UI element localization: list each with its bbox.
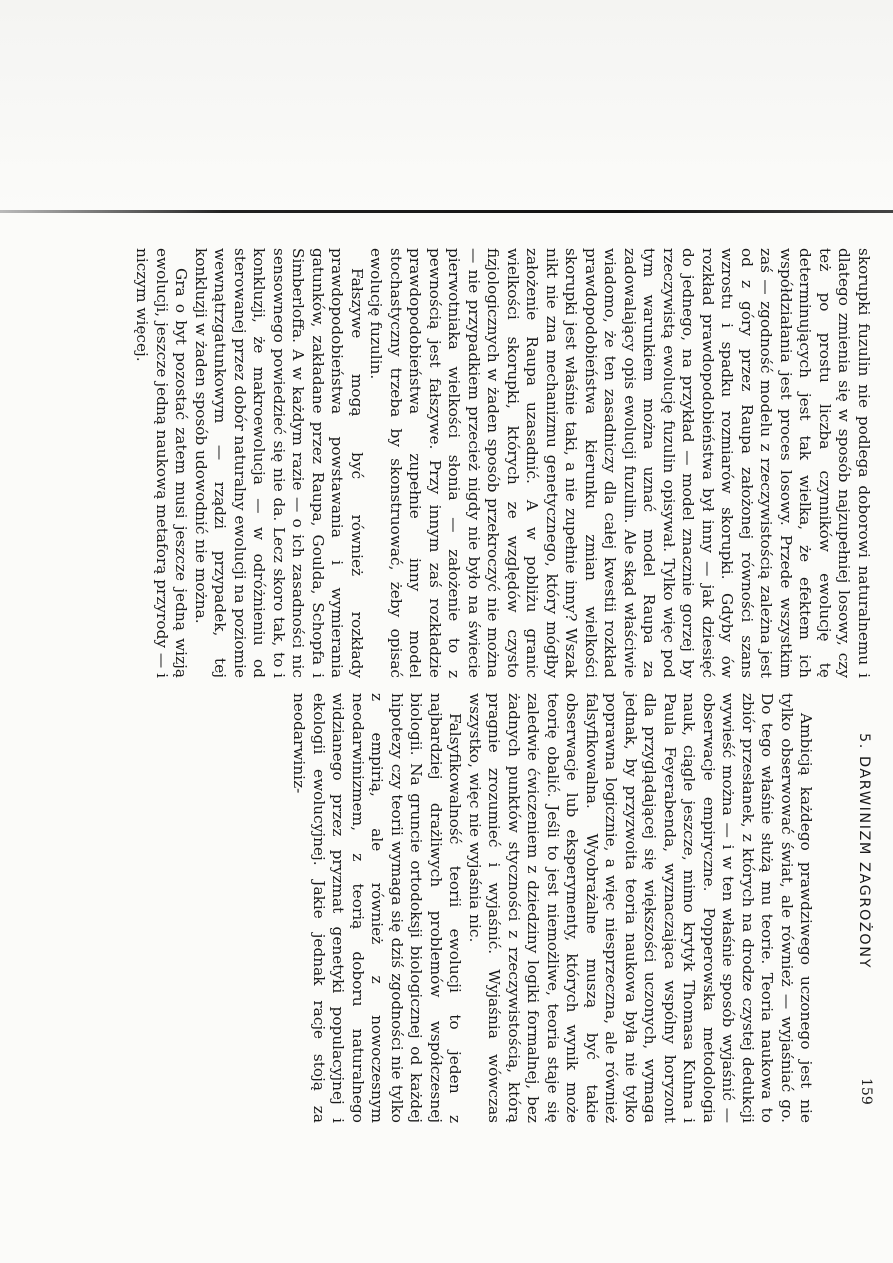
paragraph: Falsyfikowalność teorii ewolucji to jeden z najbardziej drażliwych problemów współczesnej biologii. Na gruncie ortodoksji biologicznej od każdej hipotezy czy teorii wymaga się dziś zgodności nie tylko z empirią, ale również z nowoczesnym neodarwinizmem, z teorią doboru naturalnego widzianego przez pryzmat genetyki populacyjnej i ekologii ewolucyjnej. Jakie jednak racje stoją za neodarwiniz-: [290, 693, 465, 1123]
paragraph: Gra o byt pozostać zatem musi jeszcze jedną wizją ewolucji, jeszcze jedną naukową metaforą przyrody — i niczym więcej.: [133, 248, 191, 678]
section-heading: 5. DARWINIZM ZAGROŻONY: [856, 733, 872, 969]
paragraph: Ambicją każdego prawdziwego uczonego jest nie tylko obserwować świat, ale również — wyjaśniać go. Do tego właśnie służą mu teorie. Teoria naukowa to zbiór przesłanek, z których na drodze czystej dedukcji wywieść można — i w ten właśnie sposób wyjaśnić — obserwacje empiryczne. Popperowska metodologia nauk, ciągle jeszcze, mimo krytyk Thomasa Kuhna i Paula Feyerabenda, wyznaczająca wspólny horyzont dla przyglądającej się większości uczonych, wymaga jednak, by przyzwoita teoria naukowa była nie tylko poprawna logicznie, a więc niesprzeczna, ale również falsyfikowalna. Wyobrażalne muszą być takie obserwacje lub eksperymenty, których wynik może teorię obalić. Jeśli to jest niemożliwe, teoria staje się zaledwie ćwiczeniem z dziedziny logiki formalnej, bez żadnych punktów styczności z rzeczywistością, którą pragnie zrozumieć i wyjaśnić. Wyjaśnia wówczas wszystko, więc nie wyjaśnia nic.: [466, 693, 816, 1123]
book-edge-rule: [0, 210, 893, 213]
page-number: 159: [858, 1078, 874, 1105]
paragraph: skorupki fuzulin nie podlega doborowi naturalnemu i dlatego zmienia się w sposób najzupełniej losowy, czy też po prostu liczba czynników ewolucję tę determinujących jest tak wielka, że efektem ich współdziałania jest proces losowy. Przede wszystkim zaś — zgodność modelu z rzeczywistością zależna jest od z góry przez Raupa założonej równości szans wzrostu i spadku rozmiarów skorupki. Gdyby ów rozkład prawdopodobieństwa był inny — jak dziesięć do jednego, na przykład — model znacznie gorzej by rzeczywistą ewolucję fuzulin opisywał. Tylko więc pod tym warunkiem można uznać model Raupa za zadowalający opis ewolucji fuzulin. Ale skąd właściwie wiadomo, że ten zasadniczy dla całej kwestii rozkład prawdopodobieństwa kierunku zmian wielkości skorupki jest właśnie taki, a nie zupełnie inny? Wszak nikt nie zna mechanizmu genetycznego, który mógłby założenie Raupa uzasadnić. A w pobliżu granic wielkości skorupki, których ze względów czysto fizjologicznych w żaden sposób przekroczyć nie można — nie przypadkiem przecież nigdy nie było na świecie pierwotniaka wielkości słonia — założenie to z pewnością jest fałszywe. Przy innym zaś rozkładzie prawdopodobieństwa zupełnie inny model stochastyczny trzeba by skonstruować, żeby opisać ewolucję fuzulin.: [367, 248, 873, 678]
paragraph: Fałszywe mogą być również rozkłady prawdopodobieństwa powstawania i wymierania gatunków, zakładane przez Raupa, Goulda, Schopfa i Simberloffa. A w każdym razie — o ich zasadności nic sensownego powiedzieć się nie da. Lecz skoro tak, to i konkluzji, że makroewolucja — w odróżnieniu od sterowanej przez dobór naturalny ewolucji na poziomie wewnątrzgatunkowym — rządzi przypadek, tej konkluzji w żaden sposób udowodnić nie można.: [192, 248, 366, 678]
right-column: [289, 693, 873, 1123]
left-column: [132, 248, 873, 678]
scan-background-top: [0, 0, 893, 210]
rotated-book-page: [103, 248, 874, 1123]
